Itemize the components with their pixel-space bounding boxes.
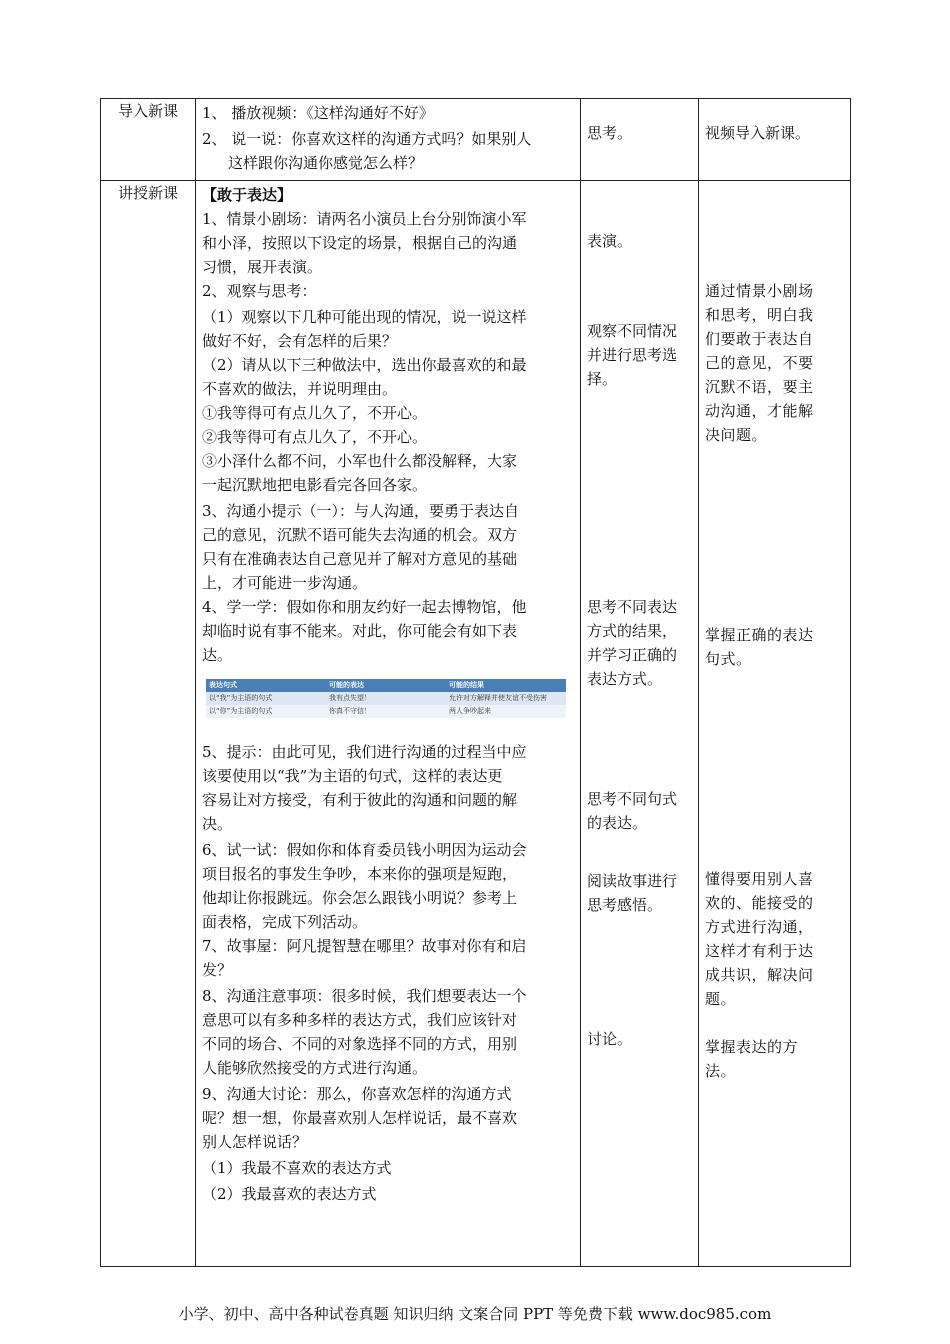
intro-item-2: 2、 说一说：你喜欢这样的沟通方式吗？如果别人 bbox=[202, 130, 532, 148]
student-s1: 表演。 bbox=[587, 232, 633, 250]
p3-l2: 做好不好，会有怎样的后果？ bbox=[202, 332, 398, 350]
intro-intent: 视频导入新课。 bbox=[705, 124, 811, 142]
intent-i1-l6: 动沟通，才能解 bbox=[705, 402, 814, 420]
page-footer: 小学、初中、高中各种试卷真题 知识归纳 文案合同 PPT 等免费下载 www.doc985.com bbox=[178, 1305, 772, 1323]
main-row bbox=[101, 181, 851, 1267]
p11-l3: 他却让你报跳远。你会怎么跟钱小明说？参考上 bbox=[202, 889, 518, 907]
intent-i1-l3: 们要敢于表达自 bbox=[705, 330, 814, 348]
p7-l1: ③小泽什么都不问，小军也什么都没解释，大家 bbox=[202, 452, 518, 470]
p10-l2: 该要使用以“我”为主语的句式，这样的表达更 bbox=[202, 767, 503, 785]
intent-i3-l2: 欢的、能接受的 bbox=[705, 894, 814, 912]
intent-i3-l5: 成共识，解决问 bbox=[705, 966, 814, 984]
intro-row bbox=[101, 99, 851, 181]
student-s4-l1: 思考不同句式 bbox=[587, 790, 678, 808]
table-cell: 允许对方解释并使友谊不受伤害 bbox=[446, 692, 566, 705]
student-s4-l2: 的表达。 bbox=[587, 814, 648, 832]
header-cell: 可能的表达 bbox=[326, 679, 446, 692]
intent-i3-l3: 方式进行沟通， bbox=[705, 918, 814, 936]
intro-item-2-cont: 这样跟你沟通你感觉怎么样？ bbox=[228, 154, 424, 172]
p1-l2: 和小泽，按照以下设定的场景，根据自己的沟通 bbox=[202, 234, 518, 252]
p1-l1: 1、情景小剧场：请两名小演员上台分别饰演小军 bbox=[202, 210, 527, 228]
table-row bbox=[206, 705, 566, 718]
p13-l3: 不同的场合、不同的对象选择不同的方式，用别 bbox=[202, 1035, 518, 1053]
intent-i1-l1: 通过情景小剧场 bbox=[705, 282, 814, 300]
p11-l2: 项目报名的事发生争吵，本来你的强项是短跑， bbox=[202, 865, 518, 883]
p15: （1）我最不喜欢的表达方式 bbox=[202, 1159, 392, 1177]
intro-item-1: 1、 播放视频：《这样沟通好不好》 bbox=[202, 104, 434, 122]
intent-i1-l4: 己的意见，不要 bbox=[705, 354, 814, 372]
p14-l3: 别人怎样说话？ bbox=[202, 1133, 308, 1151]
p3-l1: （1）观察以下几种可能出现的情况，说一说这样 bbox=[202, 308, 527, 326]
student-s5-l1: 阅读故事进行 bbox=[587, 872, 678, 890]
section-heading: 【敢于表达】 bbox=[202, 186, 293, 204]
header-cell: 表达句式 bbox=[206, 679, 326, 692]
p11-l4: 面表格，完成下列活动。 bbox=[202, 913, 368, 931]
p9-l1: 4、学一学：假如你和朋友约好一起去博物馆，他 bbox=[202, 598, 527, 616]
p2: 2、观察与思考： bbox=[202, 282, 317, 300]
table-cell: 我有点失望！ bbox=[326, 692, 446, 705]
p10-l3: 容易让对方接受，有利于彼此的沟通和问题的解 bbox=[202, 791, 518, 809]
stage-label: 讲授新课 bbox=[117, 184, 178, 202]
table-row bbox=[206, 692, 566, 705]
p10-l1: 5、提示：由此可见，我们进行沟通的过程当中应 bbox=[202, 743, 527, 761]
p13-l2: 意思可以有多种多样的表达方式，我们应该针对 bbox=[202, 1011, 518, 1029]
student-s6: 讨论。 bbox=[587, 1030, 633, 1048]
intent-i1-l7: 决问题。 bbox=[705, 426, 768, 444]
intent-i3-l6: 题。 bbox=[705, 990, 737, 1008]
table-cell: 两人争吵起来 bbox=[446, 705, 566, 718]
expression-table bbox=[206, 679, 566, 718]
p14-l1: 9、沟通大讨论：那么，你喜欢怎样的沟通方式 bbox=[202, 1085, 512, 1103]
student-activity-cell bbox=[581, 99, 699, 181]
p10-l4: 决。 bbox=[202, 815, 233, 833]
p7-l2: 一起沉默地把电影看完各回各家。 bbox=[202, 476, 428, 494]
p8-l3: 只有在准确表达自己意见并了解对方意见的基础 bbox=[202, 550, 518, 568]
student-s3-l3: 并学习正确的 bbox=[587, 646, 678, 664]
student-s2-l3: 择。 bbox=[587, 370, 618, 388]
p13-l1: 8、沟通注意事项：很多时候，我们想要表达一个 bbox=[202, 987, 527, 1005]
student-s2-l1: 观察不同情况 bbox=[587, 322, 678, 340]
table-cell: 以“你”为主语的句式 bbox=[206, 705, 326, 718]
intent-i2-l1: 掌握正确的表达 bbox=[705, 626, 814, 644]
table-cell: 以“我”为主语的句式 bbox=[206, 692, 326, 705]
p9-l3: 达。 bbox=[202, 646, 233, 664]
p14-l2: 呢？想一想，你最喜欢别人怎样说话，最不喜欢 bbox=[202, 1109, 518, 1127]
table-cell: 你真不守信！ bbox=[326, 705, 446, 718]
stage-cell bbox=[101, 99, 196, 181]
p12-l2: 发？ bbox=[202, 961, 233, 979]
stage-label: 导入新课 bbox=[117, 102, 178, 120]
p9-l2: 却临时说有事不能来。对此，你可能会有如下表 bbox=[202, 622, 518, 640]
intent-i3-l4: 这样才有利于达 bbox=[705, 942, 814, 960]
p4-l1: （2）请从以下三种做法中，选出你最喜欢的和最 bbox=[202, 356, 527, 374]
p6: ②我等得可有点儿久了，不开心。 bbox=[202, 428, 428, 446]
intent-i4-l2: 法。 bbox=[705, 1062, 737, 1080]
intro-student: 思考。 bbox=[587, 124, 633, 142]
intent-i3-l1: 懂得要用别人喜 bbox=[705, 870, 814, 888]
teacher-activity-cell bbox=[196, 99, 581, 181]
p8-l2: 己的意见，沉默不语可能失去沟通的机会。双方 bbox=[202, 526, 518, 544]
lesson-plan-table bbox=[100, 98, 851, 1267]
p11-l1: 6、试一试：假如你和体育委员钱小明因为运动会 bbox=[202, 841, 527, 859]
header-cell: 可能的结果 bbox=[446, 679, 566, 692]
p5: ①我等得可有点儿久了，不开心。 bbox=[202, 404, 428, 422]
intent-i1-l5: 沉默不语，要主 bbox=[705, 378, 814, 396]
student-s3-l1: 思考不同表达 bbox=[587, 598, 678, 616]
p8-l4: 上，才可能进一步沟通。 bbox=[202, 574, 368, 592]
p13-l4: 人能够欣然接受的方式进行沟通。 bbox=[202, 1059, 428, 1077]
design-intent-cell bbox=[699, 181, 851, 1267]
p12-l1: 7、故事屋：阿凡提智慧在哪里？故事对你有和启 bbox=[202, 937, 527, 955]
p4-l2: 不喜欢的做法，并说明理由。 bbox=[202, 380, 398, 398]
intent-i1-l2: 和思考，明白我 bbox=[705, 306, 814, 324]
p1-l3: 习惯，展开表演。 bbox=[202, 258, 323, 276]
student-activity-cell bbox=[581, 181, 699, 1267]
student-s5-l2: 思考感悟。 bbox=[587, 896, 663, 914]
p8-l1: 3、沟通小提示（一）：与人沟通，要勇于表达自 bbox=[202, 502, 520, 520]
student-s2-l2: 并进行思考选 bbox=[587, 346, 678, 364]
design-intent-cell bbox=[699, 99, 851, 181]
intent-i4-l1: 掌握表达的方 bbox=[705, 1038, 799, 1056]
student-s3-l4: 表达方式。 bbox=[587, 670, 663, 688]
expression-table-header bbox=[206, 679, 566, 692]
teacher-activity-cell bbox=[196, 181, 581, 1267]
stage-cell bbox=[101, 181, 196, 1267]
intent-i2-l2: 句式。 bbox=[705, 650, 752, 668]
p16: （2）我最喜欢的表达方式 bbox=[202, 1185, 377, 1203]
student-s3-l2: 方式的结果， bbox=[587, 622, 678, 640]
